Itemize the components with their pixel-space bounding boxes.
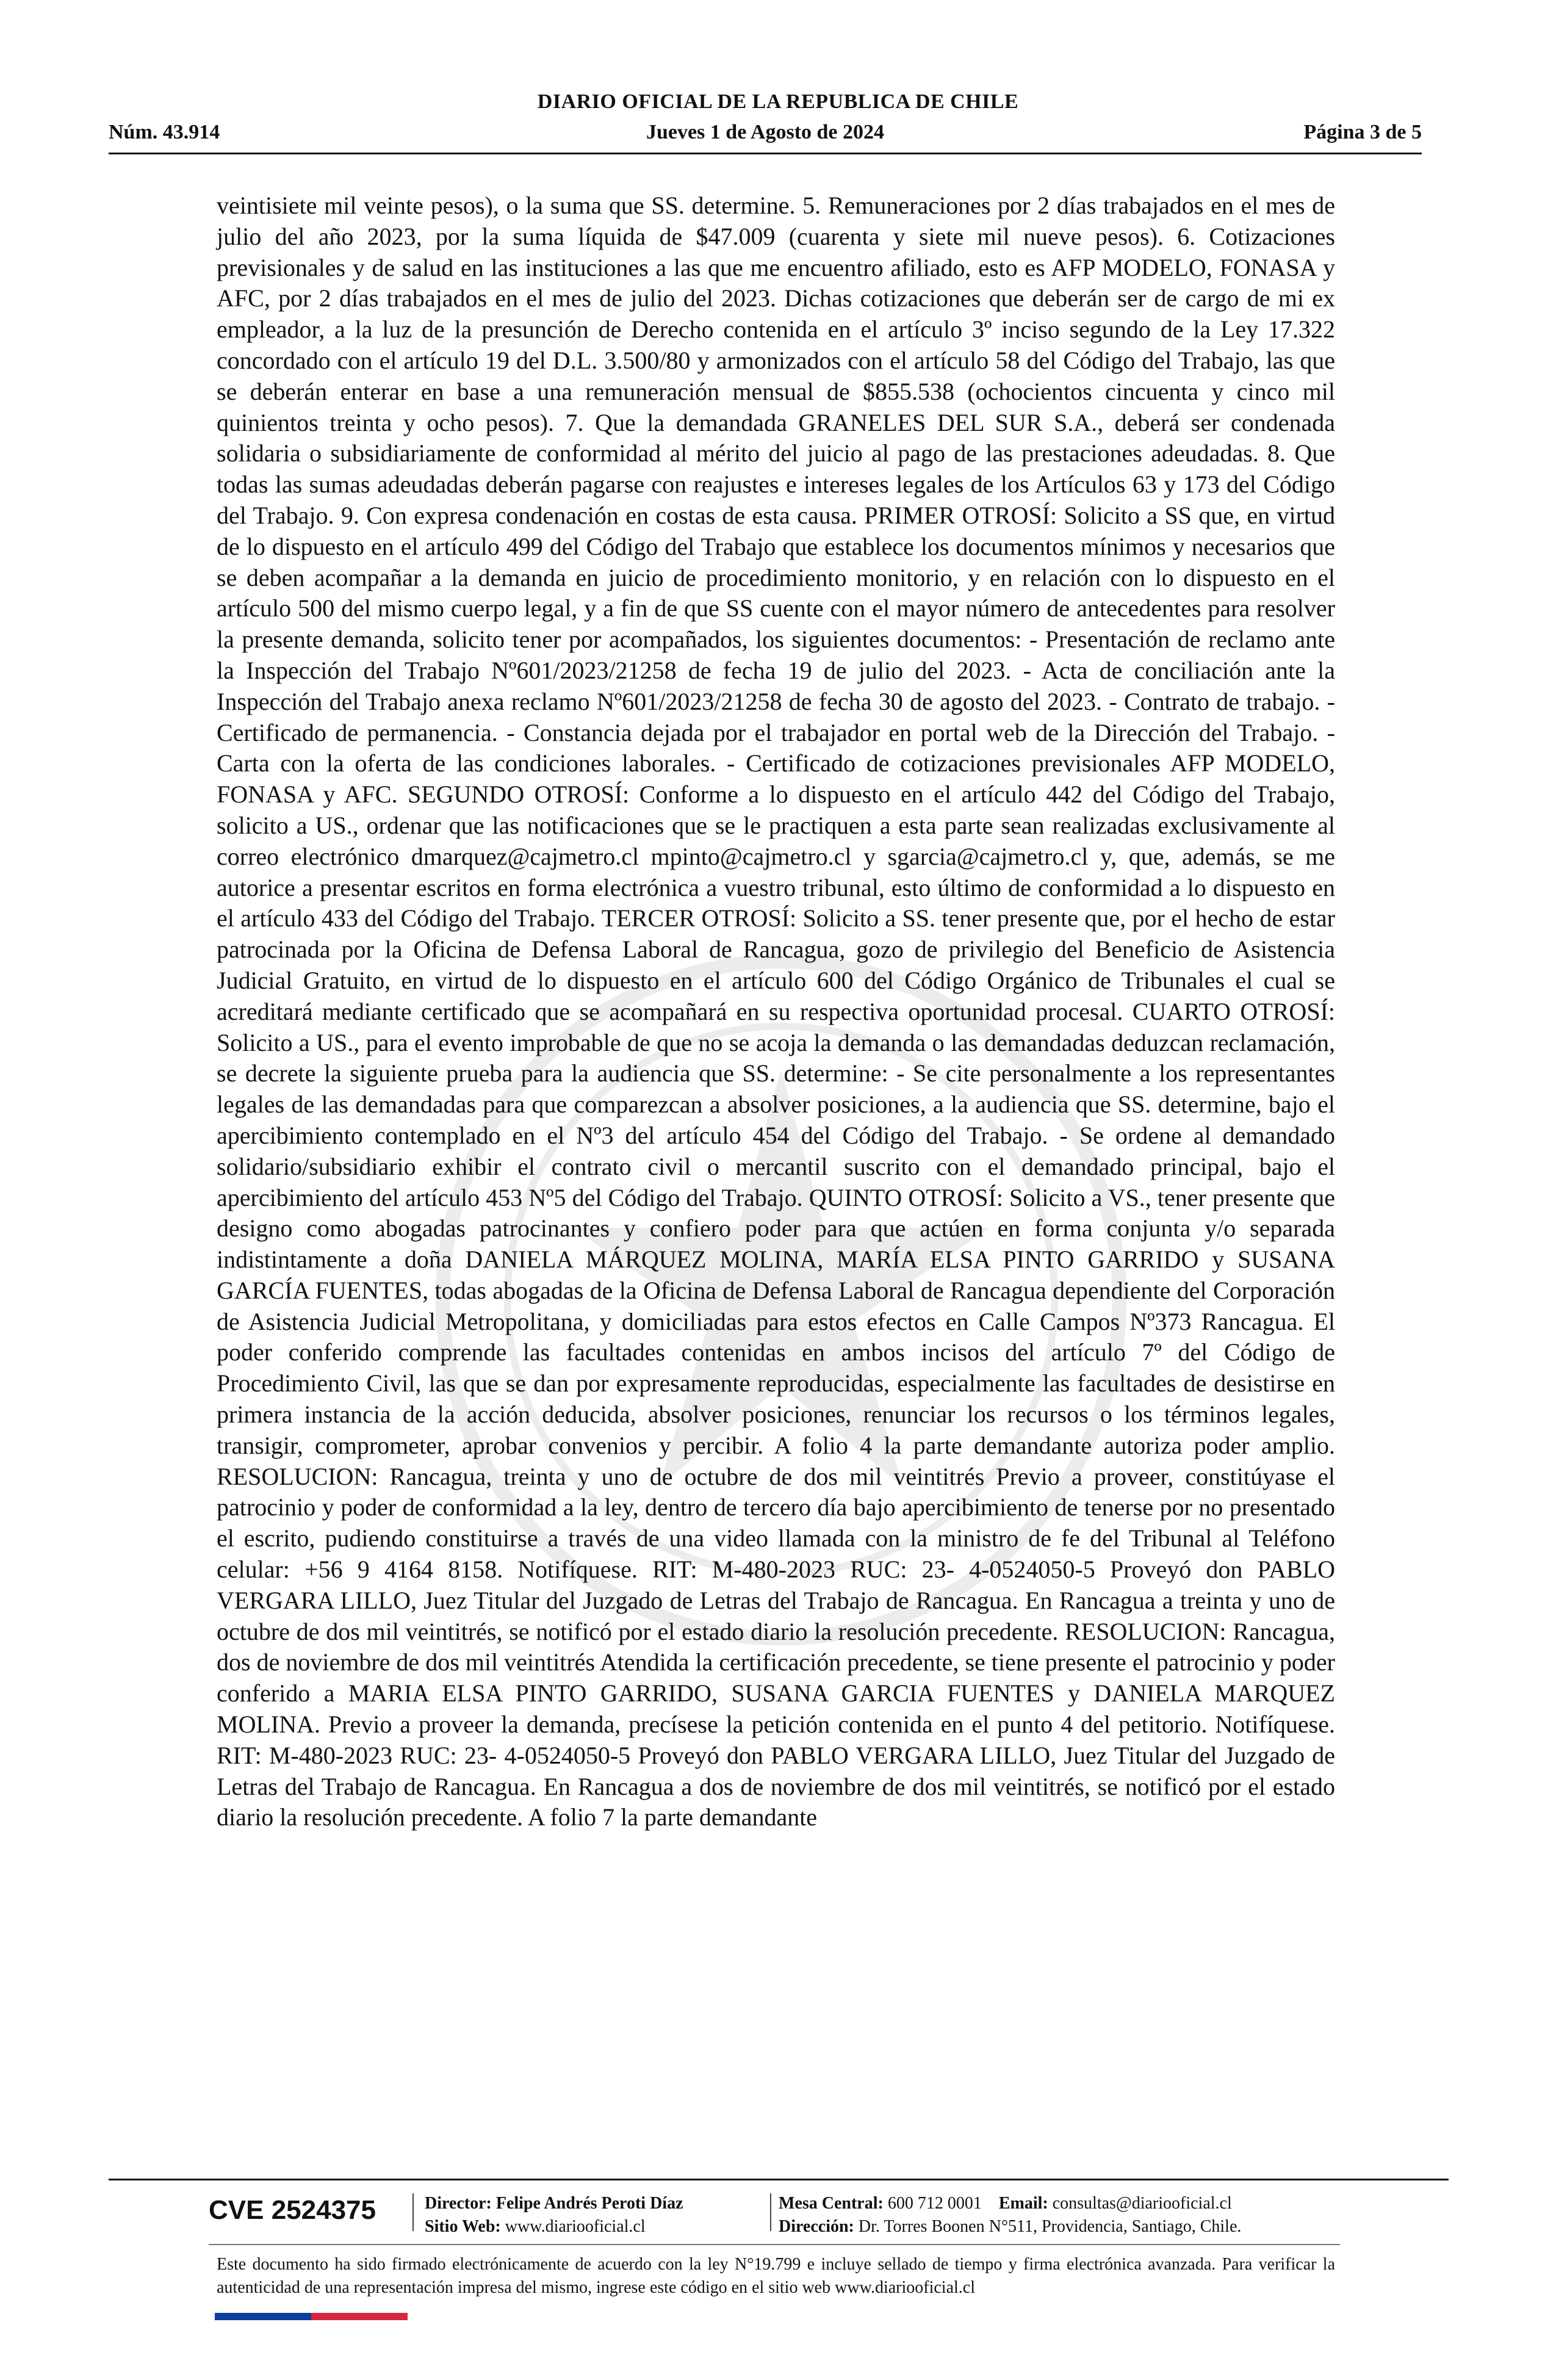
legal-notice-text: Este documento ha sido firmado electrónicamente de acuerdo con la ley N°19.799 e incluye sellado de tiempo y firma electrónica avanzada. Para verificar la autenticidad de una representación impresa del mismo, ingrese este código en el sitio web www.diariooficial.cl — [217, 2255, 1335, 2297]
director-info — [425, 2192, 766, 2238]
contact-info — [779, 2192, 1346, 2238]
header-divider — [109, 153, 1422, 154]
director-name: Felipe Andrés Peroti Díaz — [495, 2194, 683, 2213]
phone-number: 600 712 0001 — [887, 2194, 982, 2213]
flag-blue-stripe — [215, 2313, 311, 2320]
footer-separator — [770, 2193, 771, 2231]
issue-number: Núm. 43.914 — [109, 121, 220, 143]
director-label: Director: — [425, 2194, 492, 2213]
address-value: Dr. Torres Boonen N°511, Providencia, Santiago, Chile. — [858, 2217, 1242, 2236]
page-indicator: Página 3 de 5 — [1303, 121, 1422, 143]
issue-date: Jueves 1 de Agosto de 2024 — [646, 121, 885, 143]
footer-separator — [412, 2193, 414, 2231]
footer-divider — [109, 2179, 1449, 2180]
document-body — [217, 190, 1335, 1833]
legal-notice — [217, 2253, 1335, 2299]
web-label: Sitio Web: — [425, 2217, 501, 2236]
cve-code: CVE 2524375 — [209, 2195, 376, 2225]
footer-inner-divider — [209, 2244, 1340, 2245]
body-paragraph: veintisiete mil veinte pesos), o la suma que SS. determine. 5. Remuneraciones por 2 días trabajados en el mes de julio del año 2023, por la suma líquida de $47.009 (cuarenta y siete mil nueve pesos). 6. Cotizaciones previsionales y de salud en las instituciones a las que me encuentro afiliado, esto es AFP MODELO, FONASA y AFC, por 2 días trabajados en el mes de julio del 2023. Dichas cotizaciones que deberán ser de cargo de mi ex empleador, a la luz de la presunción de Derecho contenida en el artículo 3º inciso segundo de la Ley 17.322 concordado con el artículo 19 del D.L. 3.500/80 y armonizados con el artículo 58 del Código del Trabajo, las que se deberán enterar en base a una remuneración mensual de $855.538 (ochocientos cincuenta y cinco mil quinientos treinta y ocho pesos). 7. Que la demandada GRANELES DEL SUR S.A., deberá ser condenada solidaria o subsidiariamente de conformidad al mérito del juicio al pago de las prestaciones adeudadas. 8. Que todas las sumas adeudadas deberán pagarse con reajustes e intereses legales de los Artículos 63 y 173 del Código del Trabajo. 9. Con expresa condenación en costas de esta causa. PRIMER OTROSÍ: Solicito a SS que, en virtud de lo dispuesto en el artículo 499 del Código del Trabajo que establece los documentos mínimos y necesarios que se deben acompañar a la demanda en juicio de procedimiento monitorio, y en relación con lo dispuesto en el artículo 500 del mismo cuerpo legal, y a fin de que SS cuente con el mayor número de antecedentes para resolver la presente demanda, solicito tener por acompañados, los siguientes documentos: - Presentación de reclamo ante la Inspección del Trabajo Nº601/2023/21258 de fecha 19 de julio del 2023. - Acta de conciliación ante la Inspección del Trabajo anexa reclamo Nº601/2023/21258 de fecha 30 de agosto del 2023. - Contrato de trabajo. - Certificado de permanencia. - Constancia dejada por el trabajador en portal web de la Dirección del Trabajo. - Carta con la oferta de las condiciones laborales. - Certificado de cotizaciones previsionales AFP MODELO, FONASA y AFC. SEGUNDO OTROSÍ: Conforme a lo dispuesto en el artículo 442 del Código del Trabajo, solicito a US., ordenar que las notificaciones que se le practiquen a esta parte sean realizadas exclusivamente al correo electrónico dmarquez@cajmetro.cl mpinto@cajmetro.cl y sgarcia@cajmetro.cl y, que, además, se me autorice a presentar escritos en forma electrónica a vuestro tribunal, esto último de conformidad a lo dispuesto en el artículo 433 del Código del Trabajo. TERCER OTROSÍ: Solicito a SS. tener presente que, por el hecho de estar patrocinada por la Oficina de Defensa Laboral de Rancagua, gozo de privilegio del Beneficio de Asistencia Judicial Gratuito, en virtud de lo dispuesto en el artículo 600 del Código Orgánico de Tribunales el cual se acreditará mediante certificado que se acompañará en su respectiva oportunidad procesal. CUARTO OTROSÍ: Solicito a US., para el evento improbable de que no se acoja la demanda o las demandadas deduzcan reclamación, se decrete la siguiente prueba para la audiencia que SS. determine: - Se cite personalmente a los representantes legales de las demandadas para que comparezcan a absolver posiciones, a la audiencia que SS. determine, bajo el apercibimiento contemplado en el Nº3 del artículo 454 del Código del Trabajo. - Se ordene al demandado solidario/subsidiario exhibir el contrato civil o mercantil suscrito con el demandado principal, bajo el apercibimiento del artículo 453 Nº5 del Código del Trabajo. QUINTO OTROSÍ: Solicito a VS., tener presente que designo como abogadas patrocinantes y confiero poder para que actúen en forma conjunta y/o separada indistintamente a doña DANIELA MÁRQUEZ MOLINA, MARÍA ELSA PINTO GARRIDO y SUSANA GARCÍA FUENTES, todas abogadas de la Oficina de Defensa Laboral de Rancagua dependiente del Corporación de Asistencia Judicial Metropolitana, y domiciliadas para estos efectos en Calle Campos Nº373 Rancagua. El poder conferido comprende las facultades contenidas en ambos incisos del artículo 7º del Código de Procedimiento Civil, las que se dan por expresamente reproducidas, especialmente las facultades de desistirse en primera instancia de la acción deducida, absolver posiciones, renunciar los recursos o los términos legales, transigir, comprometer, aprobar convenios y percibir. A folio 4 la parte demandante autoriza poder amplio. RESOLUCION: Rancagua, treinta y uno de octubre de dos mil veintitrés Previo a proveer, constitúyase el patrocinio y poder de conformidad a la ley, dentro de tercero día bajo apercibimiento de tenerse por no presentado el escrito, pudiendo constituirse a través de una video llamada con la ministro de fe del Tribunal al Teléfono celular: +56 9 4164 8158. Notifíquese. RIT: M-480-2023 RUC: 23- 4-0524050-5 Proveyó don PABLO VERGARA LILLO, Juez Titular del Juzgado de Letras del Trabajo de Rancagua. En Rancagua a treinta y uno de octubre de dos mil veintitrés, se notificó por el estado diario la resolución precedente. RESOLUCION: Rancagua, dos de noviembre de dos mil veintitrés Atendida la certificación precedente, se tiene presente el patrocinio y poder conferido a MARIA ELSA PINTO GARRIDO, SUSANA GARCIA FUENTES y DANIELA MARQUEZ MOLINA. Previo a proveer la demanda, precísese la petición contenida en el punto 4 del petitorio. Notifíquese. RIT: M-480-2023 RUC: 23- 4-0524050-5 Proveyó don PABLO VERGARA LILLO, Juez Titular del Juzgado de Letras del Trabajo de Rancagua. En Rancagua a dos de noviembre de dos mil veintitrés, se notificó por el estado diario la resolución precedente. A folio 7 la parte demandante — [217, 192, 1335, 1831]
email-label: Email: — [998, 2194, 1048, 2213]
web-link[interactable]: www.diariooficial.cl — [505, 2217, 646, 2236]
address-label: Dirección: — [779, 2217, 854, 2236]
email-link[interactable]: consultas@diariooficial.cl — [1052, 2194, 1232, 2213]
flag-red-stripe — [311, 2313, 408, 2320]
newspaper-title: DIARIO OFICIAL DE LA REPUBLICA DE CHILE — [537, 90, 1019, 113]
header-row — [109, 121, 1422, 149]
phone-label: Mesa Central: — [779, 2194, 884, 2213]
